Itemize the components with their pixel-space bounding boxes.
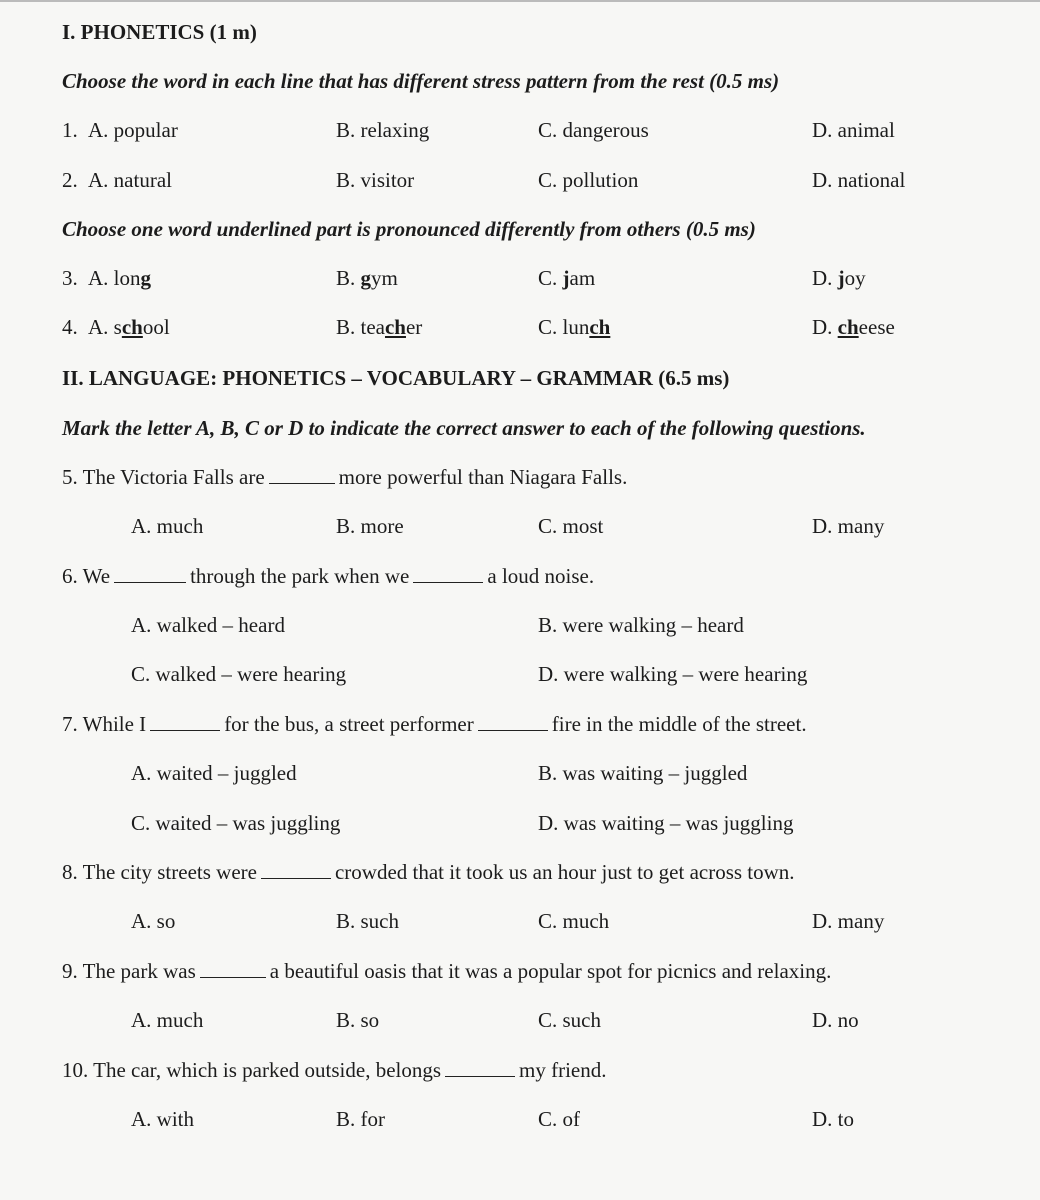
option-a[interactable]: A. natural <box>88 168 172 192</box>
answer-blank[interactable] <box>114 568 186 583</box>
option-b[interactable]: B. such <box>336 909 399 933</box>
question-7-stem <box>62 712 807 737</box>
option-b[interactable]: B. visitor <box>336 168 415 192</box>
option-d[interactable]: D. to <box>812 1107 854 1131</box>
option-text: D. <box>812 315 838 339</box>
option-c[interactable]: C. pollution <box>538 168 639 192</box>
option-a[interactable]: A. much <box>131 1008 204 1032</box>
underlined-part: j <box>562 266 570 290</box>
stem-text: 7. While I <box>62 712 147 736</box>
question-number: 4. <box>62 315 78 339</box>
option-text: A. lon <box>88 266 141 290</box>
option-c[interactable]: C. much <box>538 909 610 933</box>
option-text: D. <box>812 266 838 290</box>
underlined-part: ch <box>121 315 143 339</box>
stem-text: 10. The car, which is parked outside, belongs <box>62 1058 442 1082</box>
option-b[interactable]: B. for <box>336 1107 385 1131</box>
option-d[interactable]: D. many <box>812 514 885 538</box>
option-c[interactable] <box>538 315 610 340</box>
option-c[interactable]: C. of <box>538 1107 580 1131</box>
stem-text: more powerful than Niagara Falls. <box>338 465 628 489</box>
question-number: 3. <box>62 266 78 290</box>
answer-blank[interactable] <box>478 716 548 731</box>
stress-instruction: Choose the word in each line that has different stress pattern from the rest (0.5 ms) <box>62 69 780 93</box>
underlined-part: g <box>360 266 372 290</box>
option-c[interactable]: C. walked – were hearing <box>131 662 347 686</box>
option-text: B. tea <box>336 315 385 339</box>
pronunciation-instruction: Choose one word underlined part is pronounced differently from others (0.5 ms) <box>62 217 756 241</box>
option-d[interactable]: D. many <box>812 909 885 933</box>
underlined-part: g <box>140 266 151 290</box>
stem-text: my friend. <box>519 1058 607 1082</box>
option-text: ym <box>371 266 398 290</box>
option-b[interactable]: B. were walking – heard <box>538 613 744 637</box>
option-d[interactable]: D. national <box>812 168 906 192</box>
question-6-stem <box>62 564 594 589</box>
section-2-title: II. LANGUAGE: PHONETICS – VOCABULARY – GRAMMAR (6.5 ms) <box>62 366 730 390</box>
option-b[interactable]: B. relaxing <box>336 118 430 142</box>
mcq-instruction: Mark the letter A, B, C or D to indicate the correct answer to each of the following questions. <box>62 416 866 440</box>
option-c[interactable]: C. most <box>538 514 604 538</box>
stem-text: through the park when we <box>190 564 410 588</box>
option-c[interactable]: C. waited – was juggling <box>131 811 341 835</box>
option-b[interactable]: B. so <box>336 1008 380 1032</box>
stem-text: 6. We <box>62 564 111 588</box>
answer-blank[interactable] <box>200 963 266 978</box>
option-d[interactable]: D. were walking – were hearing <box>538 662 808 686</box>
underlined-part: ch <box>837 315 859 339</box>
stem-text: a loud noise. <box>487 564 595 588</box>
question-8-stem <box>62 860 795 885</box>
option-a[interactable] <box>88 266 151 291</box>
answer-blank[interactable] <box>413 568 483 583</box>
stem-text: 5. The Victoria Falls are <box>62 465 265 489</box>
question-number: 1. <box>62 118 78 142</box>
stem-text: 9. The park was <box>62 959 196 983</box>
stem-text: 8. The city streets were <box>62 860 257 884</box>
option-d[interactable] <box>812 266 866 291</box>
stem-text: a beautiful oasis that it was a popular spot for picnics and relaxing. <box>269 959 832 983</box>
option-b[interactable] <box>336 315 422 340</box>
answer-blank[interactable] <box>150 716 220 731</box>
underlined-part: ch <box>384 315 406 339</box>
option-text: oy <box>844 266 866 290</box>
option-b[interactable]: B. was waiting – juggled <box>538 761 748 785</box>
question-10-stem <box>62 1058 607 1083</box>
option-a[interactable]: A. with <box>131 1107 194 1131</box>
question-9-stem <box>62 959 831 984</box>
option-d[interactable]: D. was waiting – was juggling <box>538 811 794 835</box>
option-a[interactable]: A. so <box>131 909 176 933</box>
option-text: am <box>569 266 596 290</box>
option-a[interactable]: A. much <box>131 514 204 538</box>
option-text: B. <box>336 266 361 290</box>
question-number: 2. <box>62 168 78 192</box>
option-a[interactable]: A. waited – juggled <box>131 761 297 785</box>
option-text: A. s <box>88 315 122 339</box>
option-d[interactable]: D. no <box>812 1008 859 1032</box>
stem-text: for the bus, a street performer <box>224 712 474 736</box>
option-a[interactable]: A. popular <box>88 118 178 142</box>
stem-text: crowded that it took us an hour just to get across town. <box>334 860 795 884</box>
top-rule <box>0 0 1040 2</box>
question-5-stem <box>62 465 627 490</box>
option-text: ool <box>142 315 170 339</box>
section-1-title: I. PHONETICS (1 m) <box>62 20 257 44</box>
option-a[interactable]: A. walked – heard <box>131 613 285 637</box>
answer-blank[interactable] <box>445 1062 515 1077</box>
option-d[interactable]: D. animal <box>812 118 895 142</box>
option-text: eese <box>858 315 895 339</box>
option-c[interactable] <box>538 266 595 291</box>
option-text: C. <box>538 266 563 290</box>
option-text: C. lun <box>538 315 590 339</box>
underlined-part: ch <box>589 315 611 339</box>
underlined-part: j <box>837 266 845 290</box>
option-d[interactable] <box>812 315 895 340</box>
stem-text: fire in the middle of the street. <box>551 712 807 736</box>
option-a[interactable] <box>88 315 170 340</box>
option-c[interactable]: C. such <box>538 1008 601 1032</box>
option-c[interactable]: C. dangerous <box>538 118 649 142</box>
option-b[interactable]: B. more <box>336 514 404 538</box>
option-text: er <box>405 315 423 339</box>
answer-blank[interactable] <box>261 864 331 879</box>
option-b[interactable] <box>336 266 398 291</box>
answer-blank[interactable] <box>269 469 335 484</box>
